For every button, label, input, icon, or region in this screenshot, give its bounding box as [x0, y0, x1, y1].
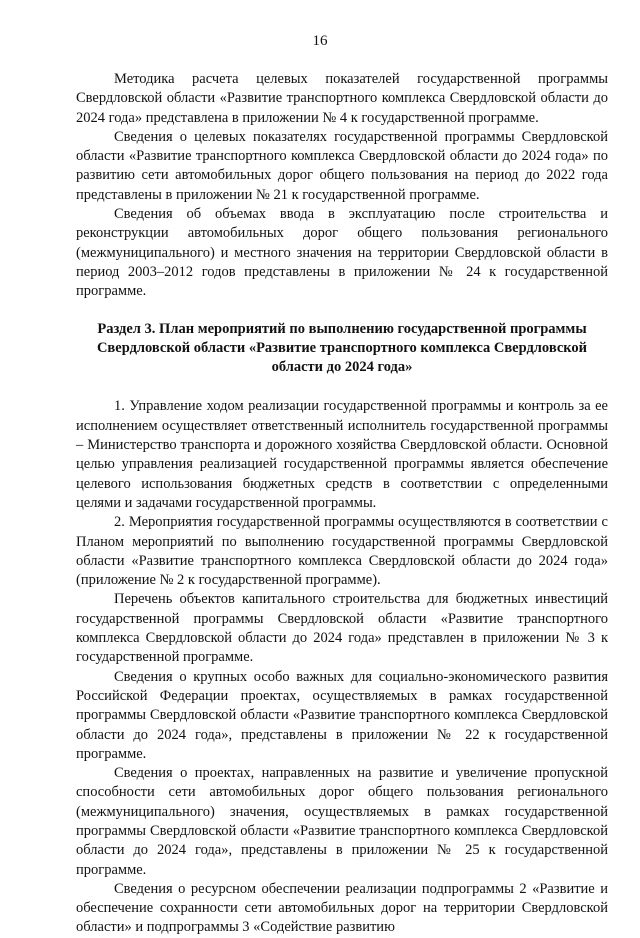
paragraph: Методика расчета целевых показателей государственной программы Свердловской области «Развитие транспортного комплекса Свердловской области до 2024 года» представлена в приложении № 4 к государственной программе. — [76, 71, 608, 126]
document-body — [76, 70, 608, 938]
paragraph: Сведения о проектах, направленных на развитие и увеличение пропускной способности сети автомобильных дорог общего пользования регионального (межмуниципального) значения, осуществляемых в рамках государственной программы Свердловской области «Развитие транспортного комплекса Свердловской области до 2024 года», представлены в приложении № 25 к государственной программе. — [76, 765, 608, 878]
paragraph: Перечень объектов капитального строительства для бюджетных инвестиций государственной программы Свердловской области «Развитие транспортного комплекса Свердловской области до 2024 года» представлен в приложении № 3 к государственной программе. — [76, 591, 608, 666]
paragraph: Сведения об объемах ввода в эксплуатацию после строительства и реконструкции автомобильных дорог общего пользования регионального (межмуниципального) и местного значения на территории Свердловской области в период 2003–2012 годов представлены в приложении № 24 к государственной программе. — [76, 206, 608, 300]
paragraph: Сведения о крупных особо важных для социально-экономического развития Российской Федерации проектах, осуществляемых в рамках государственной программы Свердловской области «Развитие транспортного комплекса Свердловской области до 2024 года», представлены в приложении № 22 к государственной программе. — [76, 668, 608, 762]
page-number: 16 — [312, 33, 328, 49]
paragraph: Сведения о целевых показателях государственной программы Свердловской области «Развитие транспортного комплекса Свердловской области до 2024 года» по развитию сети автомобильных дорог общего пользования на период до 2022 года представлены в приложении № 21 к государственной программе. — [76, 128, 608, 203]
section-heading: Раздел 3. План мероприятий по выполнению государственной программы Свердловской области «Развитие транспортного комплекса Свердловской области до 2024 года» — [96, 320, 588, 376]
paragraph: 2. Мероприятия государственной программы осуществляются в соответствии с Планом мероприятий по выполнению государственной программы Свердловской области «Развитие транспортного комплекса Свердловской области до 2024 года» (приложение № 2 к государственной программе). — [76, 514, 608, 589]
paragraph: 1. Управление ходом реализации государственной программы и контроль за ее исполнением осуществляет ответственный исполнитель государственной программы – Министерство транспорта и дорожного хозяйства Свердловской области. Основной целью управления реализацией государственной программы является обеспечение целевого использования бюджетных средств в соответствии с определенными целями и задачами государственной программы. — [76, 398, 608, 511]
paragraph: Сведения о ресурсном обеспечении реализации подпрограммы 2 «Развитие и обеспечение сохранности сети автомобильных дорог на территории Свердловской области» и подпрограммы 3 «Содействие развитию — [76, 880, 608, 936]
